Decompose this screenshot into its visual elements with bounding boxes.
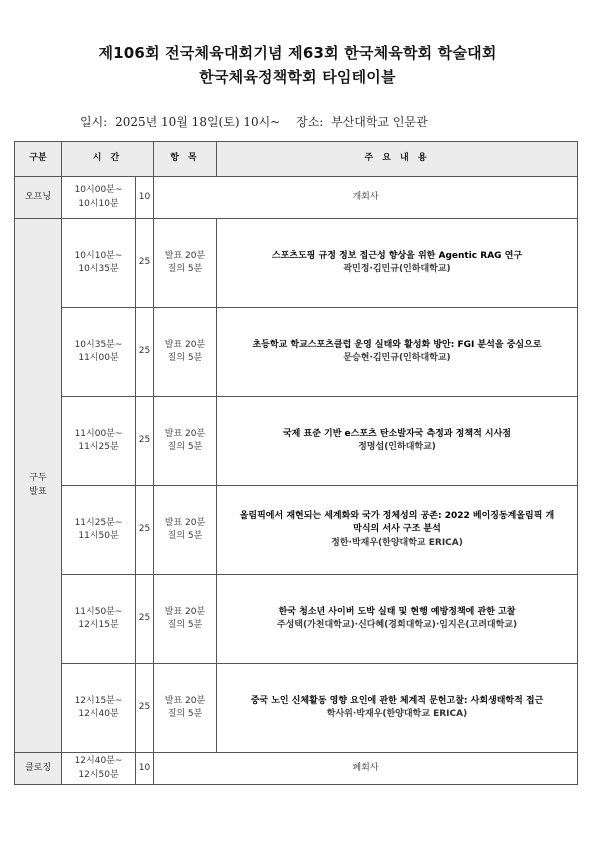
session-time	[62, 219, 136, 308]
session-time	[62, 664, 136, 753]
table-row	[15, 308, 578, 397]
session-title: 스포츠도핑 규정 정보 접근성 향상을 위한 Agentic RAG 연구	[271, 250, 523, 261]
session-authors: 주성택(가천대학교)·신다혜(경희대학교)·임지은(고려대학교)	[276, 620, 518, 630]
oral-category-line2: 발표	[29, 486, 47, 497]
time-start: 10시10분~	[74, 250, 123, 261]
item-presentation: 발표 20분	[164, 250, 206, 261]
closing-time	[62, 753, 136, 785]
time-end: 12시40분	[78, 709, 119, 719]
session-time	[62, 397, 136, 486]
session-authors: 정명섭(인하대학교)	[358, 442, 436, 452]
session-title: 한국 청소년 사이버 도박 실태 및 현행 예방정책에 관한 고찰	[278, 606, 516, 617]
item-presentation: 발표 20분	[164, 695, 206, 706]
time-end: 11시50분	[78, 531, 119, 541]
time-start: 12시40분~	[74, 756, 123, 767]
time-start: 12시15분~	[74, 695, 123, 706]
session-minutes: 25	[136, 397, 154, 486]
session-item	[154, 486, 217, 575]
table-row	[15, 575, 578, 664]
session-item	[154, 308, 217, 397]
session-content	[217, 486, 578, 575]
session-authors: 곽민정·김민규(인하대학교)	[343, 264, 451, 274]
opening-time	[62, 177, 136, 219]
closing-content: 폐회사	[154, 753, 578, 785]
session-item	[154, 575, 217, 664]
time-end: 12시50분	[78, 769, 119, 780]
session-minutes: 25	[136, 219, 154, 308]
opening-category: 오프닝	[15, 177, 62, 219]
table-row	[15, 397, 578, 486]
header-item: 항 목	[154, 142, 217, 177]
session-authors: 문승현·김민규(인하대학교)	[343, 353, 451, 363]
closing-minutes: 10	[136, 753, 154, 785]
session-content	[217, 397, 578, 486]
session-minutes: 25	[136, 486, 154, 575]
session-minutes: 25	[136, 308, 154, 397]
item-qa: 질의 5분	[167, 709, 203, 719]
time-start: 10시00분~	[74, 185, 123, 196]
item-qa: 질의 5분	[167, 442, 203, 452]
item-qa: 질의 5분	[167, 531, 203, 541]
item-presentation: 발표 20분	[164, 606, 206, 617]
document-subtitle: 한국체육정책학회 타임테이블	[199, 68, 396, 86]
session-item	[154, 219, 217, 308]
table-row	[15, 486, 578, 575]
date-value: 2025년 10월 18일(토) 10시~	[115, 115, 281, 129]
time-start: 11시25분~	[74, 517, 123, 528]
session-minutes: 25	[136, 575, 154, 664]
session-title: 초등학교 학교스포츠클럽 운영 실태와 활성화 방안: FGI 분석을 중심으로	[252, 339, 542, 350]
closing-category: 클로징	[15, 753, 62, 785]
session-minutes: 25	[136, 664, 154, 753]
item-qa: 질의 5분	[167, 264, 203, 274]
session-title: 중국 노인 신체활동 영향 요인에 관한 체계적 문헌고찰: 사회생태학적 접근	[250, 695, 544, 706]
item-qa: 질의 5분	[167, 353, 203, 363]
closing-row	[15, 753, 578, 785]
time-end: 10시35분	[78, 264, 119, 274]
header-time: 시 간	[62, 142, 154, 177]
document-title: 제106회 전국체육대회기념 제63회 한국체육학회 학술대회	[98, 44, 497, 62]
oral-category-line1: 구두	[29, 473, 47, 484]
session-title: 국제 표준 기반 e스포츠 탄소발자국 측정과 정책적 시사점	[282, 428, 511, 439]
session-content	[217, 575, 578, 664]
opening-row	[15, 177, 578, 219]
date-label: 일시:	[80, 115, 108, 129]
time-start: 11시50분~	[74, 606, 123, 617]
table-row	[15, 664, 578, 753]
time-end: 11시25분	[78, 442, 119, 452]
session-time	[62, 575, 136, 664]
place-value: 부산대학교 인문관	[331, 115, 428, 129]
table-header-row	[15, 142, 578, 177]
item-presentation: 발표 20분	[164, 517, 206, 528]
session-authors: 정한·박재우(한양대학교 ERICA)	[331, 537, 463, 548]
event-info	[80, 113, 432, 130]
item-presentation: 발표 20분	[164, 339, 206, 350]
opening-content: 개회사	[154, 177, 578, 219]
time-end: 10시10분	[78, 198, 119, 209]
session-title: 올림픽에서 재현되는 세계화와 국가 정체성의 공존: 2022 베이징동계올림픽 개막식의 서사 구조 분석	[239, 511, 555, 535]
table-row	[15, 219, 578, 308]
session-item	[154, 397, 217, 486]
session-authors: 학사위·박재우(한양대학교 ERICA)	[326, 709, 468, 719]
session-content	[217, 219, 578, 308]
item-presentation: 발표 20분	[164, 428, 206, 439]
session-content	[217, 664, 578, 753]
session-content	[217, 308, 578, 397]
time-end: 11시00분	[78, 353, 119, 363]
place-label: 장소:	[296, 115, 324, 129]
session-time	[62, 486, 136, 575]
time-end: 12시15분	[78, 620, 119, 630]
session-item	[154, 664, 217, 753]
schedule-table	[14, 141, 578, 785]
time-start: 10시35분~	[74, 339, 123, 350]
session-time	[62, 308, 136, 397]
time-start: 11시00분~	[74, 428, 123, 439]
header-category: 구분	[15, 142, 62, 177]
header-content: 주 요 내 용	[217, 142, 578, 177]
oral-category	[15, 219, 62, 753]
item-qa: 질의 5분	[167, 620, 203, 630]
opening-minutes: 10	[136, 177, 154, 219]
